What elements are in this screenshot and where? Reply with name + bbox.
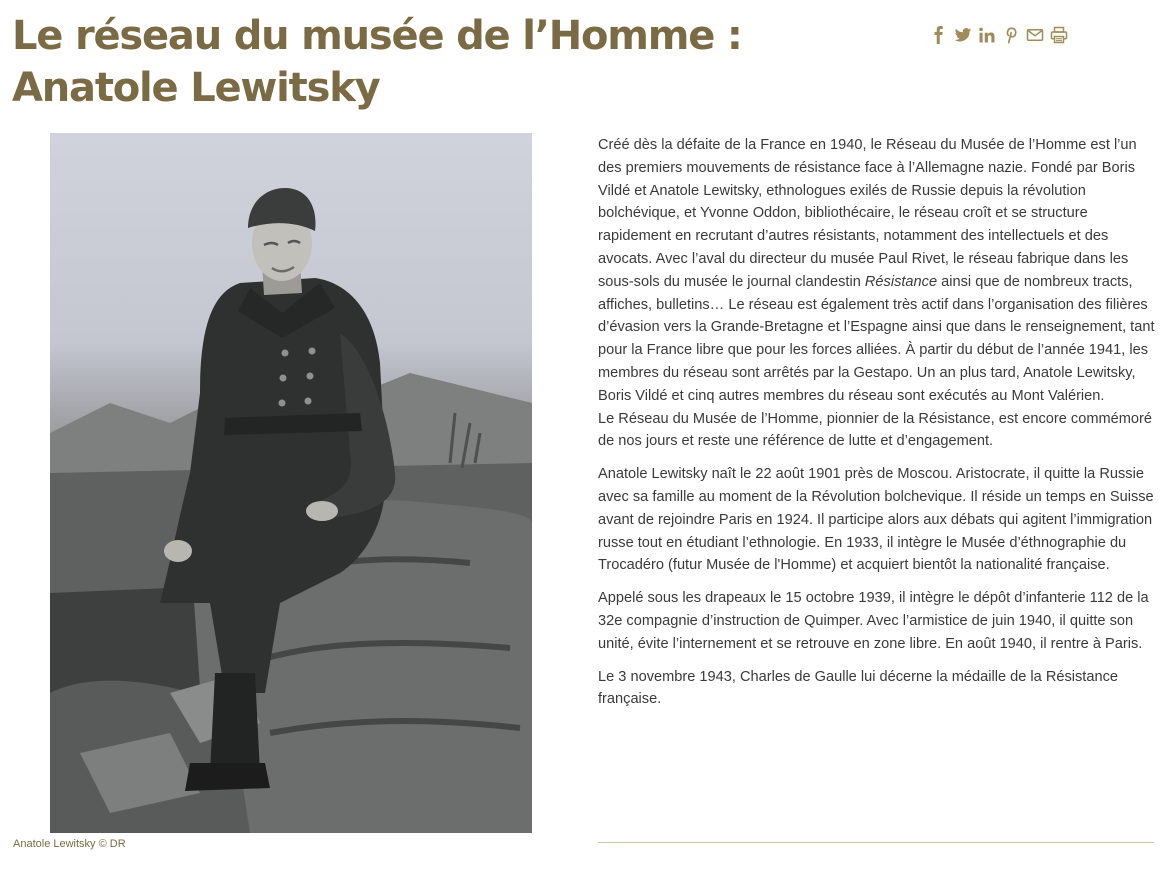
print-icon[interactable] [1050, 24, 1068, 46]
share-bar [930, 24, 1068, 46]
paragraph-2: Le Réseau du Musée de l’Homme, pionnier de la Résistance, est encore commémoré de nos jours et reste une référence de lutte et d’engagement. [598, 410, 1153, 450]
photo-caption: Anatole Lewitsky © DR [13, 838, 126, 850]
divider [598, 842, 1154, 843]
linkedin-icon[interactable] [978, 24, 996, 46]
portrait-photo [50, 133, 532, 833]
email-icon[interactable] [1026, 24, 1044, 46]
paragraph-1-part-b: ainsi que de nombreux tracts, affiches, bulletins… Le réseau est également très actif dans l’organisation des filières d’évasion vers la Grande-Bretagne et l’Espagne ainsi que dans le renseignement, tant pour la France libre que pour les forces alliées. À partir du début de l’année 1941, les membres du réseau sont arrêtés par la Gestapo. Un an plus tard, Anatole Lewitsky, Boris Vildé et cinq autres membres du réseau sont exécutés au Mont Valérien. [598, 273, 1155, 404]
paragraph-4: Appelé sous les drapeaux le 15 octobre 1939, il intègre le dépôt d’infanterie 112 de la 32e compagnie d’instruction de Quimper. Avec l’armistice de juin 1940, il quitte son unité, évite l’internement et se retrouve en zone libre. En août 1940, il rentre à Paris. [598, 590, 1149, 652]
facebook-icon[interactable] [930, 24, 948, 46]
article-body [598, 134, 1155, 721]
paragraph-1-part-a: Créé dès la défaite de la France en 1940, le Réseau du Musée de l’Homme est l’un des premiers mouvements de résistance face à l’Allemagne nazie. Fondé par Boris Vildé et Anatole Lewitsky, ethnologues exilés de Russie depuis la révolution bolchévique, et Yvonne Oddon, bibliothécaire, le réseau croît et se structure rapidement en recrutant d’autres résistants, notamment des intellectuels et des avocats. Avec l’aval du directeur du musée Paul Rivet, le réseau fabrique dans les sous-sols du musée le journal clandestin [598, 137, 1137, 290]
title-line-1: Le réseau du musée de l’Homme : [12, 13, 742, 59]
title-line-2: Anatole Lewitsky [12, 65, 380, 111]
pinterest-icon[interactable] [1002, 24, 1020, 46]
newspaper-title: Résistance [864, 273, 938, 290]
paragraph-1 [598, 134, 1155, 408]
page-title [12, 10, 772, 114]
paragraph-3: Anatole Lewitsky naît le 22 août 1901 près de Moscou. Aristocrate, il quitte la Russie avec sa famille au moment de la Révolution bolchevique. Il réside un temps en Suisse avant de rejoindre Paris en 1924. Il participe alors aux débats qui agitent l’immigration russe tout en étudiant l’ethnologie. En 1933, il intègre le Musée d’éthnographie du Trocadéro (futur Musée de l'Homme) et acquiert bientôt la nationalité française. [598, 466, 1154, 574]
portrait-photo-illustration [50, 133, 532, 833]
twitter-icon[interactable] [954, 24, 972, 46]
paragraph-5: Le 3 novembre 1943, Charles de Gaulle lui décerne la médaille de la Résistance française. [598, 668, 1119, 708]
